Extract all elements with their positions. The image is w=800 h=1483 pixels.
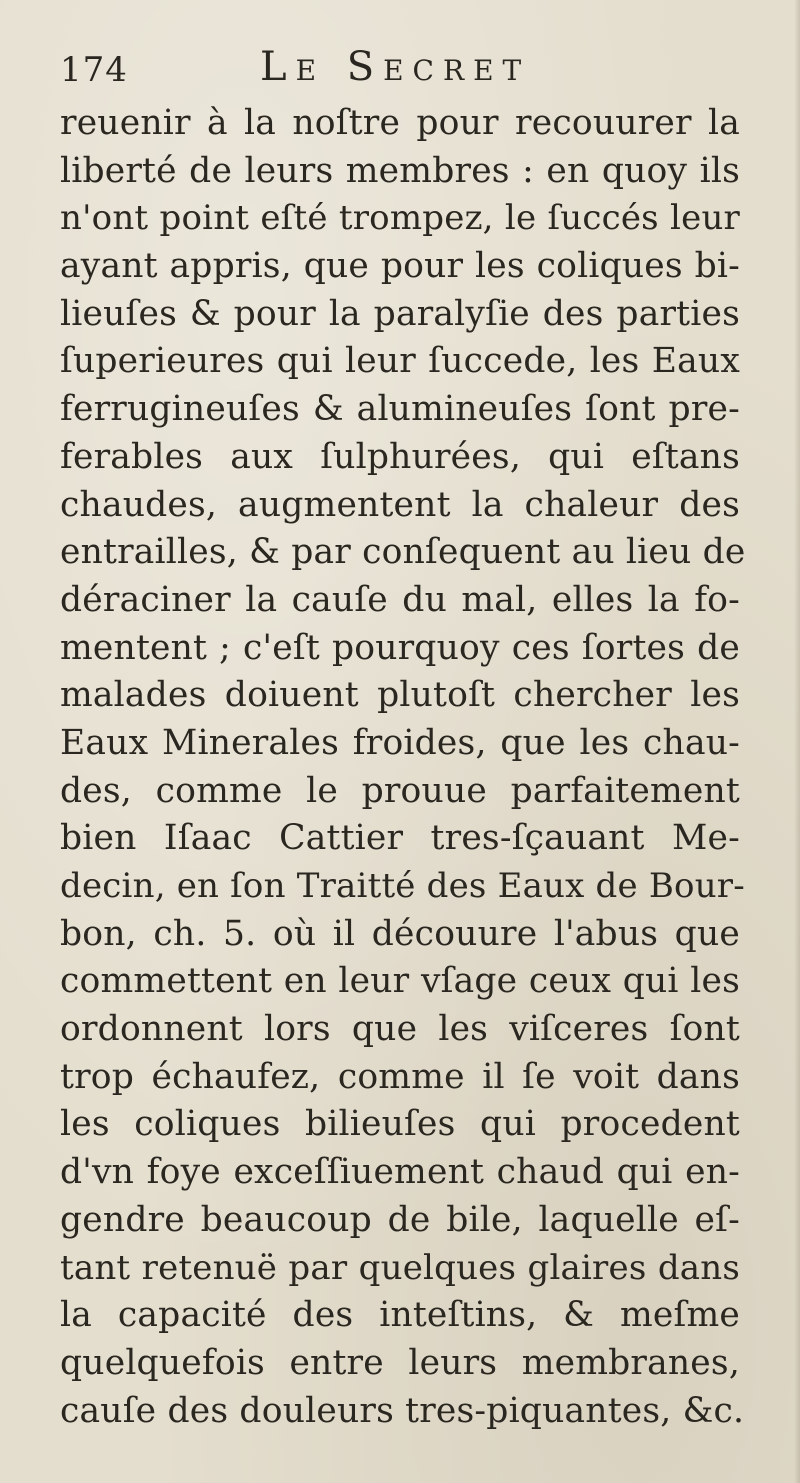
running-head (60, 44, 740, 94)
text-line: quelquefois entre leurs membranes, (60, 1342, 740, 1383)
text-line: entrailles, & par conſequent au lieu de (60, 532, 746, 573)
text-line: commettent en leur vſage ceux qui les (60, 961, 740, 1002)
text-line: cauſe des douleurs tres-piquantes, &c. (60, 1390, 745, 1431)
text-line: d'vn foye exceſſiuement chaud qui en- (60, 1152, 740, 1193)
text-line: Eaux Minerales froides, que les chau- (60, 722, 740, 763)
text-body (60, 100, 746, 1435)
text-line: n'ont point eſté trompez, le ſuccés leur (60, 198, 740, 239)
page-edge-shadow (794, 0, 800, 1483)
text-line: bon, ch. 5. où il découure l'abus que (60, 913, 740, 954)
text-line: liberté de leurs membres : en quoy ils (60, 150, 740, 191)
text-line: chaudes, augmentent la chaleur des (60, 484, 740, 525)
running-title: Le Secret (260, 44, 531, 90)
text-line: ayant appris, que pour les coliques bi- (60, 246, 740, 287)
text-line: ordonnent lors que les viſceres ſont (60, 1009, 740, 1050)
text-line: gendre beaucoup de bile, laquelle eſ- (60, 1199, 740, 1240)
text-line: ferrugineuſes & alumineuſes ſont pre- (60, 389, 740, 430)
text-line: lieuſes & pour la paralyſie des parties (60, 293, 740, 334)
text-line: decin, en ſon Traitté des Eaux de Bour- (60, 866, 745, 906)
text-line: la capacité des inteſtins, & meſme (60, 1295, 740, 1336)
text-line: mentent ; c'eſt pourquoy ces ſortes de (60, 627, 740, 668)
page-number: 174 (60, 50, 128, 90)
text-line: trop échaufez, comme il ſe voit dans (60, 1056, 740, 1097)
text-line: reuenir à la noſtre pour recouurer la (60, 103, 740, 143)
text-line: malades doiuent plutoſt chercher les (60, 675, 740, 716)
text-line: ſuperieures qui leur ſuccede, les Eaux (60, 341, 740, 382)
text-line: des, comme le prouue parfaitement (60, 770, 740, 811)
text-line: ferables aux ſulphurées, qui eſtans (60, 436, 740, 477)
text-line: bien Iſaac Cattier tres-ſçauant Me- (60, 818, 740, 859)
text-line: tant retenuë par quelques glaires dans (60, 1247, 740, 1288)
text-line: les coliques bilieuſes qui procedent (60, 1104, 740, 1145)
text-line: déraciner la cauſe du mal, elles la fo- (60, 579, 740, 620)
